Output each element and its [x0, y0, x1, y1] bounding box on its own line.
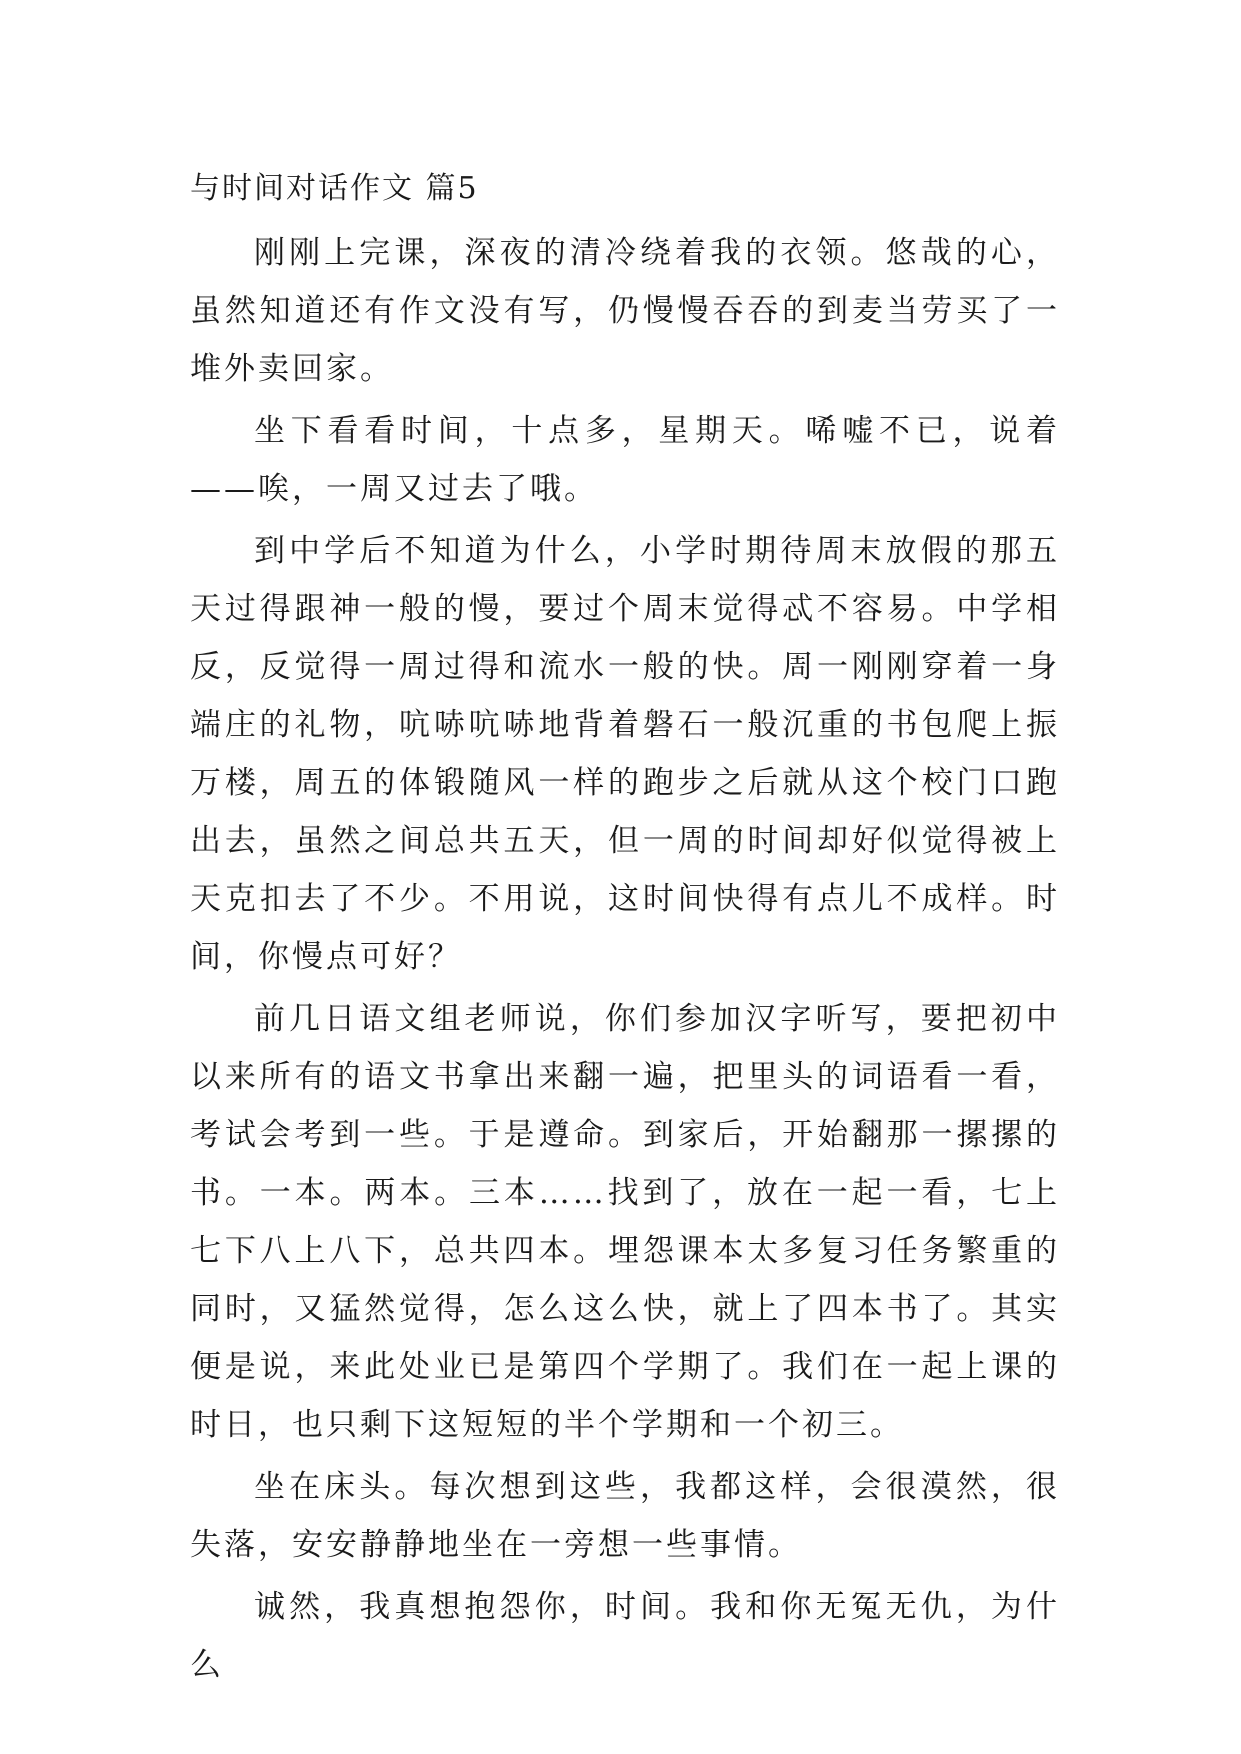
document-body [190, 166, 1060, 1698]
paragraph-3: 到中学后不知道为什么，小学时期待周末放假的那五天过得跟神一般的慢，要过个周末觉得忒不容易。中学相反，反觉得一周过得和流水一般的快。周一刚刚穿着一身端庄的礼物，吭哧吭哧地背着磐石一般沉重的书包爬上振万楼，周五的体锻随风一样的跑步之后就从这个校门口跑出去，虽然之间总共五天，但一周的时间却好似觉得被上天克扣去了不少。不用说，这时间快得有点儿不成样。时间，你慢点可好？ [190, 533, 1060, 975]
document-title: 与时间对话作文 篇5 [190, 171, 479, 206]
paragraph-1: 刚刚上完课，深夜的清冷绕着我的衣领。悠哉的心，虽然知道还有作文没有写，仍慢慢吞吞的到麦当劳买了一堆外卖回家。 [190, 235, 1060, 387]
paragraph-4: 前几日语文组老师说，你们参加汉字听写，要把初中以来所有的语文书拿出来翻一遍，把里头的词语看一看，考试会考到一些。于是遵命。到家后，开始翻那一摞摞的书。一本。两本。三本……找到了，放在一起一看，七上七下八上八下，总共四本。埋怨课本太多复习任务繁重的同时，又猛然觉得，怎么这么快，就上了四本书了。其实便是说，来此处业已是第四个学期了。我们在一起上课的时日，也只剩下这短短的半个学期和一个初三。 [190, 1001, 1060, 1443]
paragraph-5: 坐在床头。每次想到这些，我都这样，会很漠然，很失落，安安静静地坐在一旁想一些事情。 [190, 1469, 1060, 1563]
paragraph-2: 坐下看看时间，十点多，星期天。唏嘘不已，说着——唉，一周又过去了哦。 [190, 413, 1060, 507]
paragraph-6: 诚然，我真想抱怨你，时间。我和你无冤无仇，为什么 [190, 1589, 1060, 1683]
